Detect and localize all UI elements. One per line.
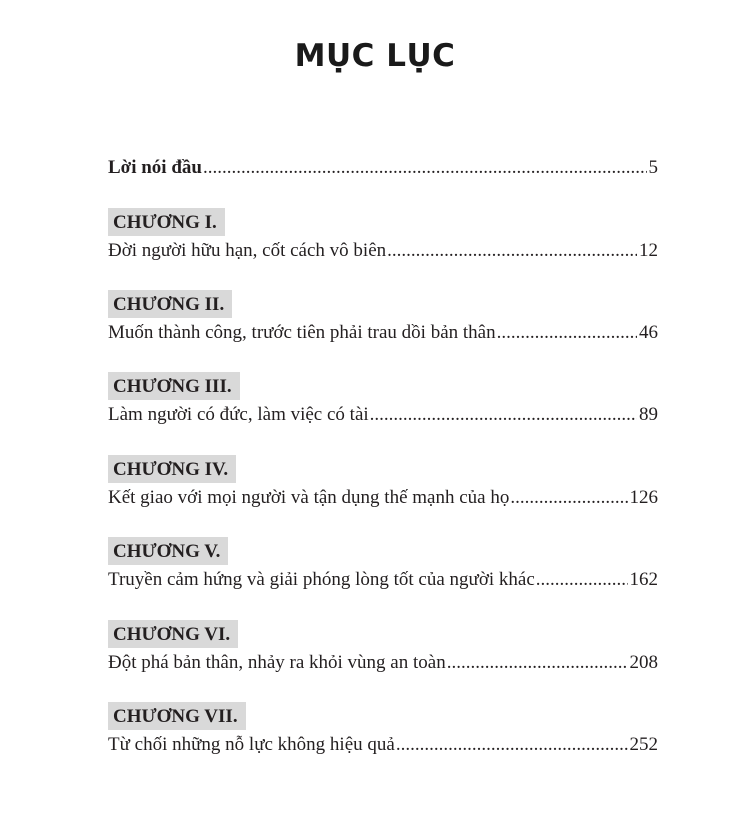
chapter-label-4: CHƯƠNG IV.	[108, 455, 236, 483]
toc-entry-text: Đột phá bản thân, nhảy ra khỏi vùng an toàn	[108, 652, 446, 673]
dot-leader	[203, 157, 647, 179]
toc-entry-text: Truyền cảm hứng và giải phóng lòng tốt của người khác	[108, 569, 535, 590]
toc-entry-chapter-3	[108, 404, 658, 426]
chapter-label-5: CHƯƠNG V.	[108, 537, 228, 565]
toc-entry-chapter-6	[108, 652, 658, 674]
toc-entry-chapter-4	[108, 487, 658, 509]
toc-page-number: 252	[629, 734, 658, 755]
toc-page-number: 5	[648, 157, 658, 178]
chapter-label-6: CHƯƠNG VI.	[108, 620, 238, 648]
toc-entry-chapter-1	[108, 240, 658, 262]
toc-page-number: 162	[629, 569, 658, 590]
dot-leader	[497, 322, 637, 344]
toc-page-number: 89	[639, 404, 658, 425]
dot-leader	[536, 569, 628, 591]
toc-page-number: 46	[639, 322, 658, 343]
toc-entry-chapter-7	[108, 734, 658, 756]
toc-entry-intro	[108, 157, 658, 179]
chapter-label-3: CHƯƠNG III.	[108, 372, 240, 400]
dot-leader	[370, 404, 637, 426]
toc-entry-text: Đời người hữu hạn, cốt cách vô biên	[108, 240, 387, 261]
toc-entry-chapter-2	[108, 322, 658, 344]
chapter-label-1: CHƯƠNG I.	[108, 208, 225, 236]
toc-entry-text: Kết giao với mọi người và tận dụng thế mạnh của họ	[108, 487, 510, 508]
toc-entry-text: Từ chối những nỗ lực không hiệu quả	[108, 734, 395, 755]
dot-leader	[396, 734, 628, 756]
chapter-label-2: CHƯƠNG II.	[108, 290, 232, 318]
dot-leader	[510, 487, 627, 509]
toc-entry-text: Lời nói đầu	[108, 157, 202, 178]
dot-leader	[447, 652, 628, 674]
page-title: MỤC LỤC	[294, 38, 456, 74]
chapter-label-7: CHƯƠNG VII.	[108, 702, 246, 730]
dot-leader	[387, 240, 637, 262]
toc-entry-chapter-5	[108, 569, 658, 591]
toc-page-number: 12	[639, 240, 658, 261]
toc-page-number: 126	[629, 487, 658, 508]
toc-entry-text: Muốn thành công, trước tiên phải trau dồi bản thân	[108, 322, 496, 343]
toc-page-number: 208	[629, 652, 658, 673]
toc-entry-text: Làm người có đức, làm việc có tài	[108, 404, 369, 425]
